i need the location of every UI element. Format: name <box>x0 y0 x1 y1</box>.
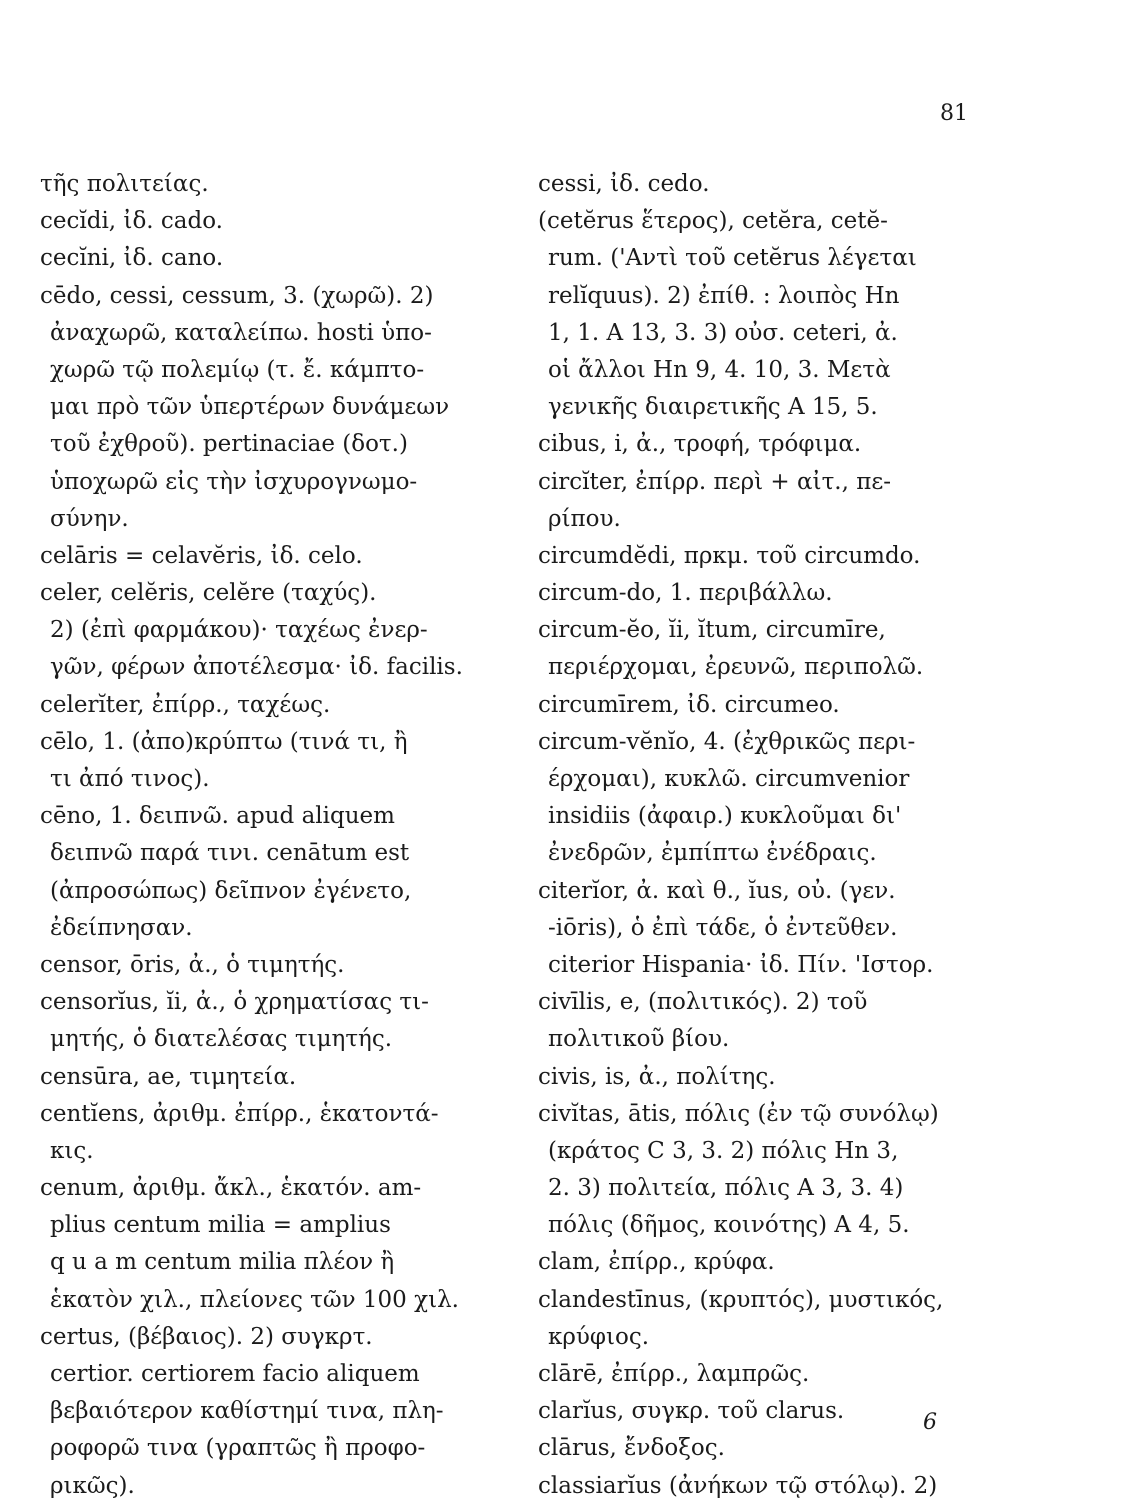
dictionary-line: τῆς πολιτείας. <box>40 171 209 197</box>
dictionary-line: censūra, ae, τιμητεία. <box>40 1063 297 1090</box>
dictionary-line: πολιτικοῦ βίου. <box>548 1026 730 1053</box>
dictionary-line: cēdo, cessi, cessum, 3. (χωρῶ). 2) <box>40 282 434 309</box>
dictionary-line: ἐδείπνησαν. <box>50 914 193 941</box>
dictionary-line: circum-do, 1. περιβάλλω. <box>538 580 833 607</box>
dictionary-line: τι ἀπό τινος). <box>50 766 210 792</box>
dictionary-line: civĭtas, ātis, πόλις (ἐν τῷ συνόλῳ) <box>538 1100 939 1127</box>
dictionary-line: χωρῶ τῷ πολεμίῳ (τ. ἔ. κάμπτο- <box>50 356 425 383</box>
dictionary-line: οἱ ἄλλοι Hn 9, 4. 10, 3. Μετὰ <box>548 356 891 383</box>
dictionary-line: 2. 3) πολιτεία, πόλις A 3, 3. 4) <box>548 1175 904 1202</box>
dictionary-line: circum-ĕo, ĭi, ĭtum, circumīre, <box>538 617 886 644</box>
dictionary-line: cēno, 1. δειπνῶ. apud aliquem <box>40 803 395 830</box>
dictionary-line: περιέρχομαι, ἐρευνῶ, περιπολῶ. <box>548 654 924 681</box>
dictionary-line: (cetĕrus ἕτερος), cetĕra, cetĕ- <box>538 208 888 235</box>
dictionary-line: q u a m centum milia πλέον ἢ <box>50 1249 395 1276</box>
dictionary-line: celāris = celavĕris, ἰδ. celo. <box>40 542 363 569</box>
dictionary-line: 2) (ἐπὶ φαρμάκου)· ταχέως ἐνερ- <box>50 617 428 644</box>
dictionary-line: cēlo, 1. (ἀπο)κρύπτω (τινά τι, ἢ <box>40 728 408 755</box>
dictionary-line: certior. certiorem facio aliquem <box>50 1361 420 1387</box>
dictionary-line: plius centum milia = amplius <box>50 1212 391 1239</box>
dictionary-line: civīlis, e, (πολιτικός). 2) τοῦ <box>538 989 868 1016</box>
dictionary-line: 1, 1. A 13, 3. 3) οὐσ. ceteri, ἀ. <box>548 319 898 346</box>
dictionary-line: insidiis (ἀφαιρ.) κυκλοῦμαι δι' <box>548 803 902 830</box>
dictionary-line: circumīrem, ἰδ. circumeo. <box>538 691 840 718</box>
dictionary-line: ὑποχωρῶ εἰς τὴν ἰσχυρογνωμο- <box>50 468 418 495</box>
dictionary-line: clarĭus, συγκρ. τοῦ clarus. <box>538 1398 845 1425</box>
dictionary-line: έρχομαι), κυκλῶ. circumvenior <box>548 766 910 792</box>
page-number: 81 <box>940 101 968 126</box>
dictionary-line: δειπνῶ παρά τινι. cenātum est <box>50 840 410 867</box>
dictionary-line: clārus, ἔνδοξος. <box>538 1435 725 1462</box>
dictionary-line: circum-vĕnĭo, 4. (ἐχθρικῶς περι- <box>538 728 916 755</box>
dictionary-line: circumdĕdi, πρκμ. τοῦ circumdo. <box>538 542 921 569</box>
dictionary-line: cessi, ἰδ. cedo. <box>538 171 710 197</box>
dictionary-line: clārē, ἐπίρρ., λαμπρῶς. <box>538 1361 810 1387</box>
left-column <box>40 166 510 1505</box>
dictionary-line: circĭter, ἐπίρρ. περὶ + αἰτ., πε- <box>538 468 892 495</box>
dictionary-line: ροφορῶ τινα (γραπτῶς ἢ προφο- <box>50 1435 426 1462</box>
dictionary-line: cibus, i, ἀ., τροφή, τρόφιμα. <box>538 431 862 458</box>
dictionary-line: censor, ōris, ἀ., ὁ τιμητής. <box>40 951 345 978</box>
dictionary-line: (ἀπροσώπως) δεῖπνον ἐγένετο, <box>50 877 412 904</box>
dictionary-line: clam, ἐπίρρ., κρύφα. <box>538 1249 775 1276</box>
dictionary-line: σύνην. <box>50 505 129 532</box>
dictionary-line: ἀναχωρῶ, καταλείπω. hosti ὑπο- <box>50 319 432 346</box>
dictionary-line: ἑκατὸν χιλ., πλείονες τῶν 100 χιλ. <box>50 1286 459 1313</box>
dictionary-line: relĭquus). 2) ἐπίθ. : λοιπὸς Hn <box>548 282 900 309</box>
dictionary-line: rum. ('Αντὶ τοῦ cetĕrus λέγεται <box>548 245 917 272</box>
dictionary-line: centĭens, ἀριθμ. ἐπίρρ., ἑκατοντά- <box>40 1100 439 1127</box>
dictionary-line: cecĭni, ἰδ. cano. <box>40 245 224 272</box>
dictionary-line: ἐνεδρῶν, ἐμπίπτω ἐνέδραις. <box>548 840 877 867</box>
right-column <box>538 166 978 1505</box>
dictionary-line: citerior Hispania· ἰδ. Πίν. 'Ιστορ. <box>548 951 934 978</box>
dictionary-line: cenum, ἀριθμ. ἄκλ., ἑκατόν. am- <box>40 1175 422 1202</box>
dictionary-line: -iōris), ὁ ἐπὶ τάδε, ὁ ἐντεῦθεν. <box>548 914 898 941</box>
dictionary-line: πόλις (δῆμος, κοινότης) A 4, 5. <box>548 1212 910 1239</box>
dictionary-line: (κράτος C 3, 3. 2) πόλις Hn 3, <box>548 1137 899 1164</box>
dictionary-line: classiarĭus (ἀνήκων τῷ στόλῳ). 2) <box>538 1472 938 1499</box>
dictionary-line: civis, is, ἀ., πολίτης. <box>538 1063 776 1090</box>
dictionary-line: μητής, ὁ διατελέσας τιμητής. <box>50 1026 393 1053</box>
dictionary-line: ρικῶς). <box>50 1472 135 1499</box>
dictionary-line: βεβαιότερον καθίστημί τινα, πλη- <box>50 1398 444 1425</box>
dictionary-line: citerĭor, ἀ. καὶ θ., ĭus, οὐ. (γεν. <box>538 877 896 904</box>
dictionary-line: censorĭus, ĭi, ἀ., ὁ χρηματίσας τι- <box>40 989 429 1016</box>
dictionary-line: clandestīnus, (κρυπτός), μυστικός, <box>538 1286 944 1313</box>
dictionary-line: μαι πρὸ τῶν ὑπερτέρων δυνάμεων <box>50 394 450 421</box>
dictionary-line: certus, (βέβαιος). 2) συγκρτ. <box>40 1323 373 1350</box>
dictionary-line: ρίπου. <box>548 505 621 532</box>
dictionary-line: τοῦ ἐχθροῦ). pertinaciae (δοτ.) <box>50 431 408 458</box>
dictionary-line: celerĭter, ἐπίρρ., ταχέως. <box>40 691 331 718</box>
dictionary-line: γενικῆς διαιρετικῆς A 15, 5. <box>548 394 878 421</box>
printer-signature-mark: 6 <box>923 1410 937 1435</box>
dictionary-line: κρύφιος. <box>548 1323 650 1350</box>
dictionary-line: cecĭdi, ἰδ. cado. <box>40 208 223 235</box>
dictionary-line: κις. <box>50 1137 94 1164</box>
dictionary-line: celer, celĕris, celĕre (ταχύς). <box>40 580 377 607</box>
dictionary-line: γῶν, φέρων ἀποτέλεσμα· ἰδ. facilis. <box>50 654 463 681</box>
